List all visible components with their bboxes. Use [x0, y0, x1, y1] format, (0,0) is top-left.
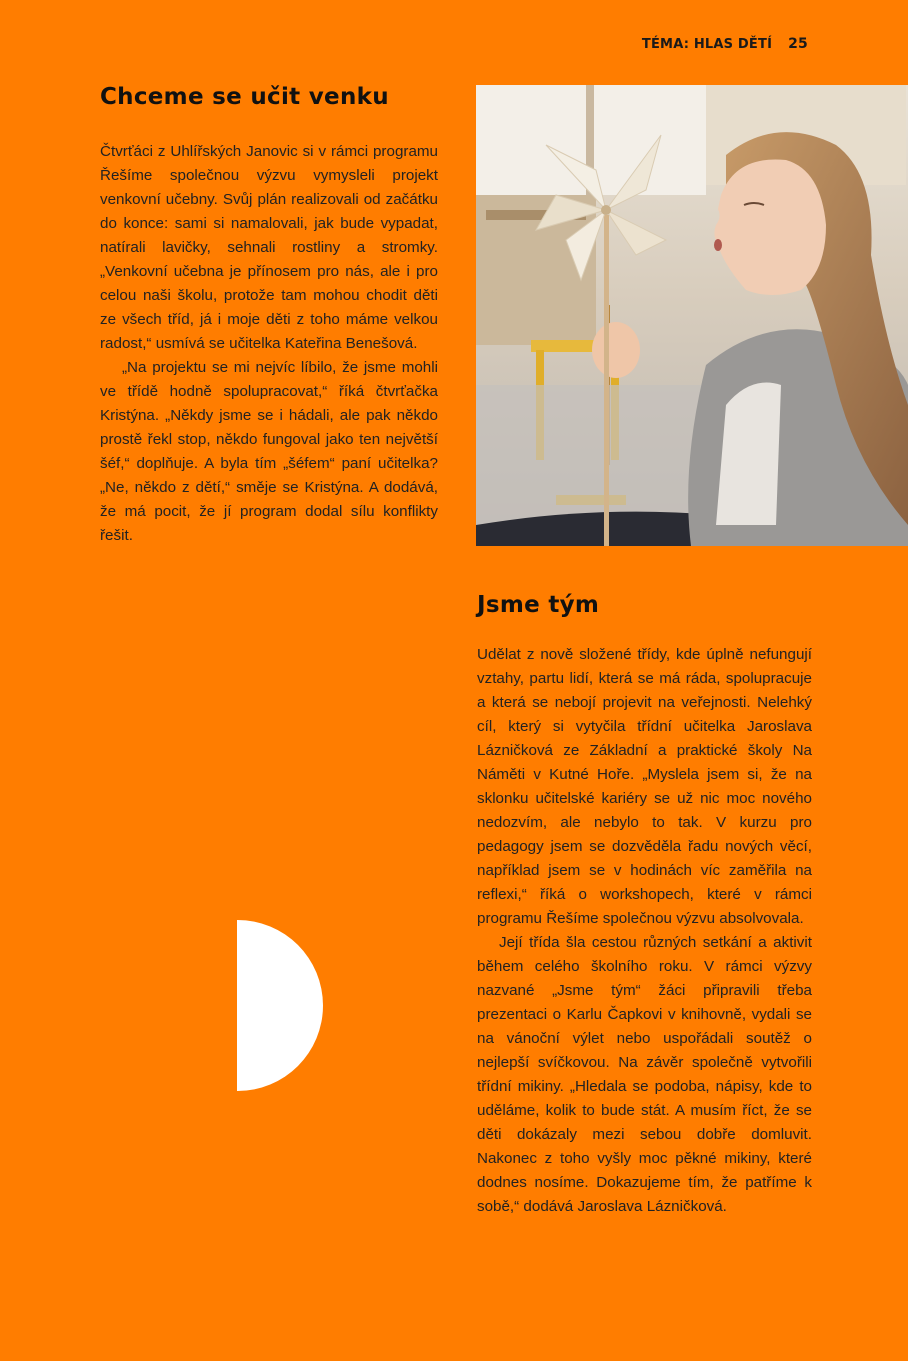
left-article-title: Chceme se učit venku — [100, 84, 389, 110]
right-paragraph-1: Udělat z nově složené třídy, kde úplně nefungují vztahy, partu lidí, která se má ráda, spolupracuje a která se nebojí projevit na veřejnosti. Nelehký cíl, který si vytyčila třídní učitelka Jaroslava Lázničková ze Základní a praktické školy Na Náměti v Kutné Hoře. „Myslela jsem si, že na sklonku učitelské kariéry se už nic moc nového nedozvím, ale nebylo to tak. V kurzu pro pedagogy jsem se dozvěděla řadu nových věcí, například jsem se v hodinách víc zaměřila na reflexi,“ říká o workshopech, které v rámci programu Řešíme společnou výzvu absolvovala. — [477, 646, 812, 927]
photo-girl-pinwheel — [476, 85, 908, 546]
left-article-body — [100, 140, 438, 548]
left-paragraph-2: „Na projektu se mi nejvíc líbilo, že jsme mohli ve třídě hodně spolupracovat,“ říká čtvrťačka Kristýna. „Někdy jsme se i hádali, ale pak někdo prostě řekl stop, někdo fungoval jako ten největší šéf,“ doplňuje. A byla tím „šéfem“ paní učitelka? „Ne, někdo z dětí,“ směje se Kristýna. A dodává, že má pocit, že jí program dodal sílu konflikty řešit. — [100, 359, 438, 544]
right-article-title: Jsme tým — [477, 592, 600, 618]
running-header — [642, 36, 808, 52]
right-paragraph-2: Její třída šla cestou různých setkání a aktivit během celého školního roku. V rámci výzvy nazvané „Jsme tým“ žáci připravili třeba prezentaci o Karlu Čapkovi v knihovně, vydali se na vánoční výlet nebo uspořádali soutěž o nejlepší svíčkovou. Na závěr společně vytvořili třídní mikiny. „Hledala se podoba, nápisy, kde to uděláme, kolik to bude stát. A musím říct, že se děti dokázaly mezi sebou dobře domluvit. Nakonec z toho vyšly moc pěkné mikiny, které dodnes nosíme. Dokazujeme tím, že patříme k sobě,“ dodává Jaroslava Lázničková. — [477, 934, 812, 1215]
decorative-half-circle — [237, 920, 323, 1091]
page-number: 25 — [788, 36, 808, 52]
right-article-body — [477, 643, 812, 1219]
left-paragraph-1: Čtvrťáci z Uhlířských Janovic si v rámci programu Řešíme společnou výzvu vymysleli projekt venkovní učebny. Svůj plán realizovali od začátku do konce: sami si namalovali, jak bude vypadat, natírali lavičky, sehnali rostliny a stromky. „Venkovní učebna je přínosem pro nás, ale i pro celou naši školu, protože tam mohou chodit děti ze všech tříd, já i moje děti z toho máme velkou radost,“ usmívá se učitelka Kateřina Benešová. — [100, 143, 438, 352]
section-label: TÉMA: HLAS DĚTÍ — [641, 37, 773, 52]
photo-illustration — [476, 85, 908, 546]
